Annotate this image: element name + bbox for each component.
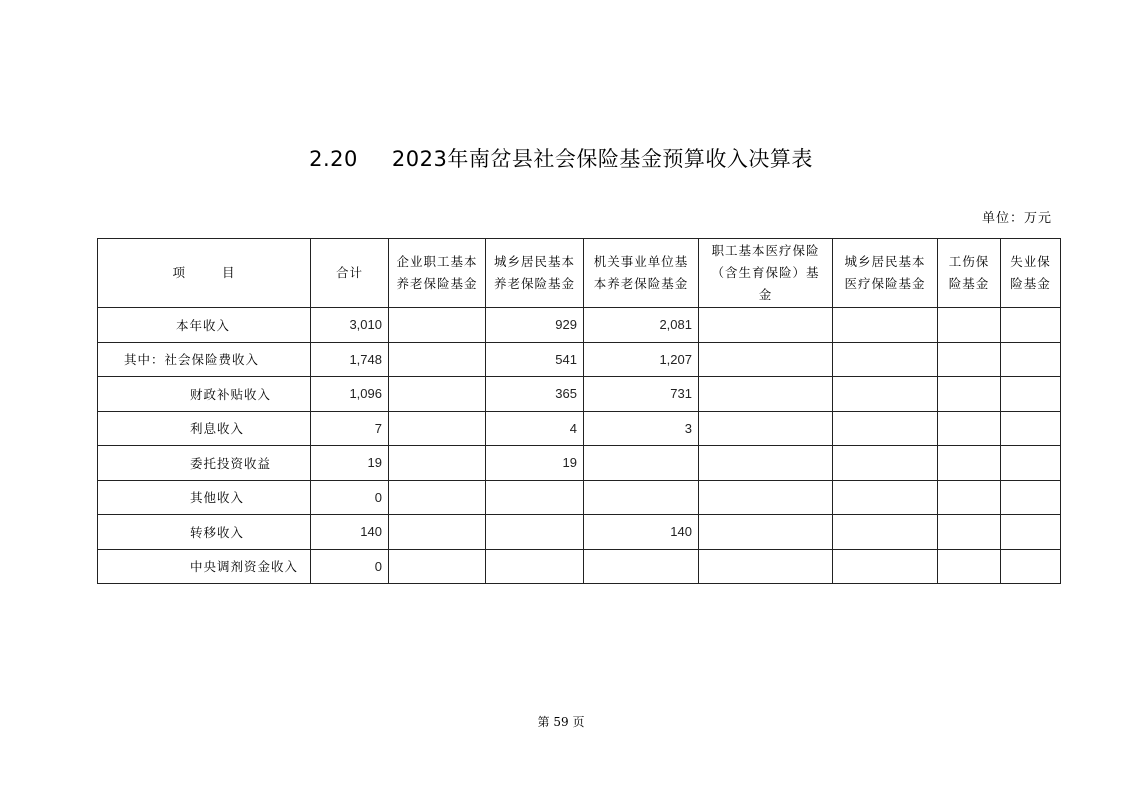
cell-col7 — [1001, 515, 1061, 550]
cell-col5 — [833, 446, 938, 481]
row-label: 中央调剂资金收入 — [98, 549, 311, 584]
cell-col2: 4 — [486, 411, 584, 446]
cell-total: 0 — [311, 480, 389, 515]
cell-col3 — [584, 549, 699, 584]
row-label: 利息收入 — [98, 411, 311, 446]
cell-col4 — [699, 549, 833, 584]
table-row — [98, 377, 1061, 412]
cell-col7 — [1001, 446, 1061, 481]
table-row — [98, 308, 1061, 343]
row-label: 其中：社会保险费收入 — [98, 342, 311, 377]
cell-col3: 1,207 — [584, 342, 699, 377]
cell-col6 — [938, 411, 1001, 446]
cell-col6 — [938, 480, 1001, 515]
cell-total: 0 — [311, 549, 389, 584]
header-total: 合计 — [311, 239, 389, 308]
cell-col4 — [699, 377, 833, 412]
header-col3: 机关事业单位基 本养老保险基金 — [584, 239, 699, 308]
cell-total: 19 — [311, 446, 389, 481]
cell-col1 — [389, 549, 486, 584]
cell-col7 — [1001, 377, 1061, 412]
cell-col7 — [1001, 549, 1061, 584]
cell-col3: 140 — [584, 515, 699, 550]
cell-total: 7 — [311, 411, 389, 446]
cell-col4 — [699, 308, 833, 343]
cell-total: 140 — [311, 515, 389, 550]
cell-col5 — [833, 308, 938, 343]
cell-col2: 541 — [486, 342, 584, 377]
cell-col1 — [389, 446, 486, 481]
header-col6: 工伤保 险基金 — [938, 239, 1001, 308]
cell-col4 — [699, 446, 833, 481]
cell-col4 — [699, 480, 833, 515]
cell-total: 3,010 — [311, 308, 389, 343]
cell-col1 — [389, 480, 486, 515]
row-label: 财政补贴收入 — [98, 377, 311, 412]
section-number: 2.20 — [309, 147, 358, 171]
page-title — [0, 143, 1122, 173]
budget-table — [97, 238, 1061, 584]
cell-col1 — [389, 308, 486, 343]
cell-col4 — [699, 515, 833, 550]
cell-col6 — [938, 446, 1001, 481]
cell-col6 — [938, 308, 1001, 343]
cell-col1 — [389, 342, 486, 377]
cell-col6 — [938, 549, 1001, 584]
row-label: 转移收入 — [98, 515, 311, 550]
unit-label: 单位：万元 — [981, 211, 1052, 226]
cell-col4 — [699, 342, 833, 377]
cell-col2 — [486, 515, 584, 550]
table-header-row — [98, 239, 1061, 308]
cell-col6 — [938, 515, 1001, 550]
cell-col5 — [833, 549, 938, 584]
row-label: 本年收入 — [98, 308, 311, 343]
table-row — [98, 446, 1061, 481]
table-row — [98, 549, 1061, 584]
cell-col5 — [833, 377, 938, 412]
header-col2: 城乡居民基本 养老保险基金 — [486, 239, 584, 308]
cell-col2: 929 — [486, 308, 584, 343]
header-col4: 职工基本医疗保险 （含生育保险）基金 — [699, 239, 833, 308]
cell-col6 — [938, 377, 1001, 412]
header-project: 项 目 — [98, 239, 311, 308]
cell-col1 — [389, 377, 486, 412]
cell-col3 — [584, 480, 699, 515]
table-row — [98, 515, 1061, 550]
cell-col2 — [486, 480, 584, 515]
cell-col2 — [486, 549, 584, 584]
header-col7: 失业保 险基金 — [1001, 239, 1061, 308]
cell-col2: 19 — [486, 446, 584, 481]
cell-col5 — [833, 342, 938, 377]
table-row — [98, 480, 1061, 515]
cell-col7 — [1001, 342, 1061, 377]
cell-col7 — [1001, 480, 1061, 515]
cell-col7 — [1001, 308, 1061, 343]
cell-col3 — [584, 446, 699, 481]
cell-col3: 2,081 — [584, 308, 699, 343]
row-label: 其他收入 — [98, 480, 311, 515]
cell-total: 1,748 — [311, 342, 389, 377]
cell-col7 — [1001, 411, 1061, 446]
table-row — [98, 411, 1061, 446]
cell-col6 — [938, 342, 1001, 377]
header-col5: 城乡居民基本 医疗保险基金 — [833, 239, 938, 308]
title-text: 2023年南岔县社会保险基金预算收入决算表 — [391, 147, 813, 171]
row-label: 委托投资收益 — [98, 446, 311, 481]
cell-col5 — [833, 480, 938, 515]
header-col1: 企业职工基本 养老保险基金 — [389, 239, 486, 308]
cell-total: 1,096 — [311, 377, 389, 412]
cell-col4 — [699, 411, 833, 446]
cell-col1 — [389, 411, 486, 446]
cell-col3: 3 — [584, 411, 699, 446]
cell-col1 — [389, 515, 486, 550]
cell-col5 — [833, 411, 938, 446]
cell-col3: 731 — [584, 377, 699, 412]
cell-col5 — [833, 515, 938, 550]
cell-col2: 365 — [486, 377, 584, 412]
table-row — [98, 342, 1061, 377]
page-number: 第 59 页 — [537, 715, 585, 729]
